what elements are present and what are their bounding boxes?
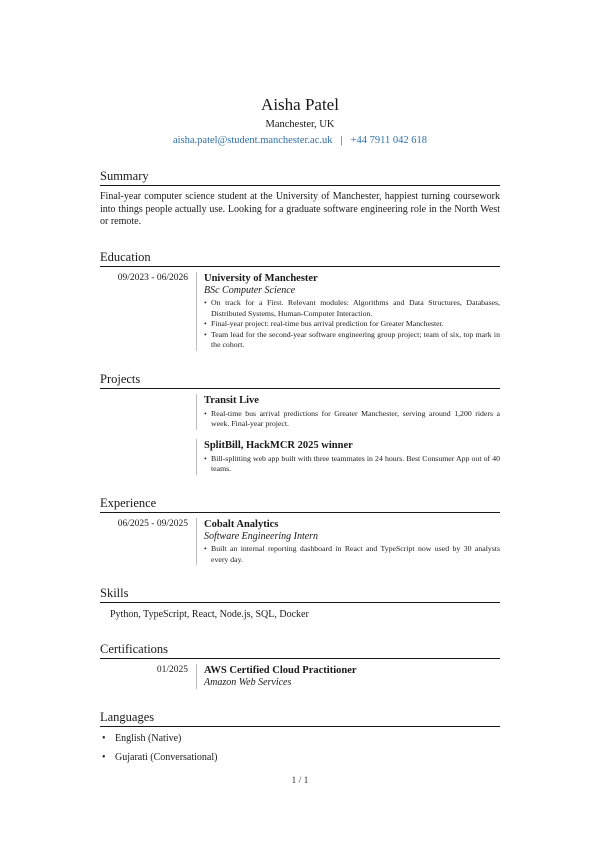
skills-text: Python, TypeScript, React, Node.js, SQL, Docker (110, 609, 309, 620)
skills-heading: Skills (100, 585, 500, 603)
summary-text: Final-year computer science student at the University of Manchester, happiest turning coursework into things people actually use. Looking for a graduate software engineering role in the North West or remote. (100, 191, 500, 227)
entry-subtitle: BSc Computer Science (204, 284, 296, 296)
entry-title: SplitBill, HackMCR 2025 winner (204, 439, 353, 451)
bullet-list (204, 544, 500, 565)
candidate-location: Manchester, UK (265, 119, 335, 130)
skills-section (100, 585, 500, 621)
contact-line (100, 134, 500, 148)
phone-link[interactable]: +44 7911 042 618 (350, 135, 428, 146)
entry-body (196, 664, 500, 689)
entry-title: Transit Live (204, 394, 259, 406)
contact-separator: | (340, 135, 343, 146)
page-number: 1 / 1 (291, 776, 309, 786)
experience-section (100, 495, 500, 566)
projects-section (100, 371, 500, 475)
entry-subtitle: Amazon Web Services (204, 677, 292, 688)
bullet-list (204, 298, 500, 351)
languages-section (100, 709, 500, 764)
bullet-item: • Final-year project: real-time bus arrival prediction for Greater Manchester. (204, 319, 500, 330)
resume-page (100, 94, 500, 770)
certifications-section (100, 641, 500, 689)
certifications-heading: Certifications (100, 641, 500, 659)
entry-body (196, 439, 500, 475)
bullet-item: • Real-time bus arrival predictions for Greater Manchester, serving around 1,200 riders a week. Final-year project. (204, 409, 500, 430)
bullet-list (204, 409, 500, 430)
summary-heading: Summary (100, 168, 500, 186)
entry-subtitle: Software Engineering Intern (204, 530, 319, 542)
language-item: • Gujarati (Conversational) (100, 751, 500, 764)
project-entry (100, 394, 500, 430)
entry-date: 06/2025 - 09/2025 (117, 518, 188, 529)
projects-heading: Projects (100, 371, 500, 389)
education-section (100, 249, 500, 351)
entry-body (196, 272, 500, 351)
entry-date-empty (100, 394, 196, 430)
entry-body (196, 394, 500, 430)
bullet-item: • Team lead for the second-year software engineering group project; team of six, top mark in the cohort. (204, 330, 500, 351)
entry-title: Cobalt Analytics (204, 518, 279, 530)
entry-date-empty (100, 439, 196, 475)
education-heading: Education (100, 249, 500, 267)
candidate-name: Aisha Patel (261, 95, 339, 114)
bullet-item: • Bill-splitting web app built with three teammates in 24 hours. Best Consumer App out of 40 teams. (204, 454, 500, 475)
entry-title: AWS Certified Cloud Practitioner (204, 665, 357, 676)
bullet-item: • Built an internal reporting dashboard in React and TypeScript now used by 30 analysts every day. (204, 544, 500, 565)
email-link[interactable]: aisha.patel@student.manchester.ac.uk (172, 135, 333, 146)
entry-title: University of Manchester (204, 272, 318, 284)
entry-date: 09/2023 - 06/2026 (117, 272, 188, 283)
languages-heading: Languages (100, 709, 500, 727)
education-entry (100, 272, 500, 351)
entry-date: 01/2025 (156, 665, 188, 675)
project-entry (100, 439, 500, 475)
bullet-item: • On track for a First. Relevant modules: Algorithms and Data Structures, Databases, Distributed Systems, Human-Computer Interaction. (204, 298, 500, 319)
summary-section (100, 168, 500, 229)
bullet-list (204, 454, 500, 475)
certification-entry (100, 664, 500, 689)
languages-list (100, 732, 500, 764)
experience-entry (100, 518, 500, 566)
language-item: • English (Native) (100, 732, 500, 745)
experience-heading: Experience (100, 495, 500, 513)
entry-body (196, 518, 500, 566)
